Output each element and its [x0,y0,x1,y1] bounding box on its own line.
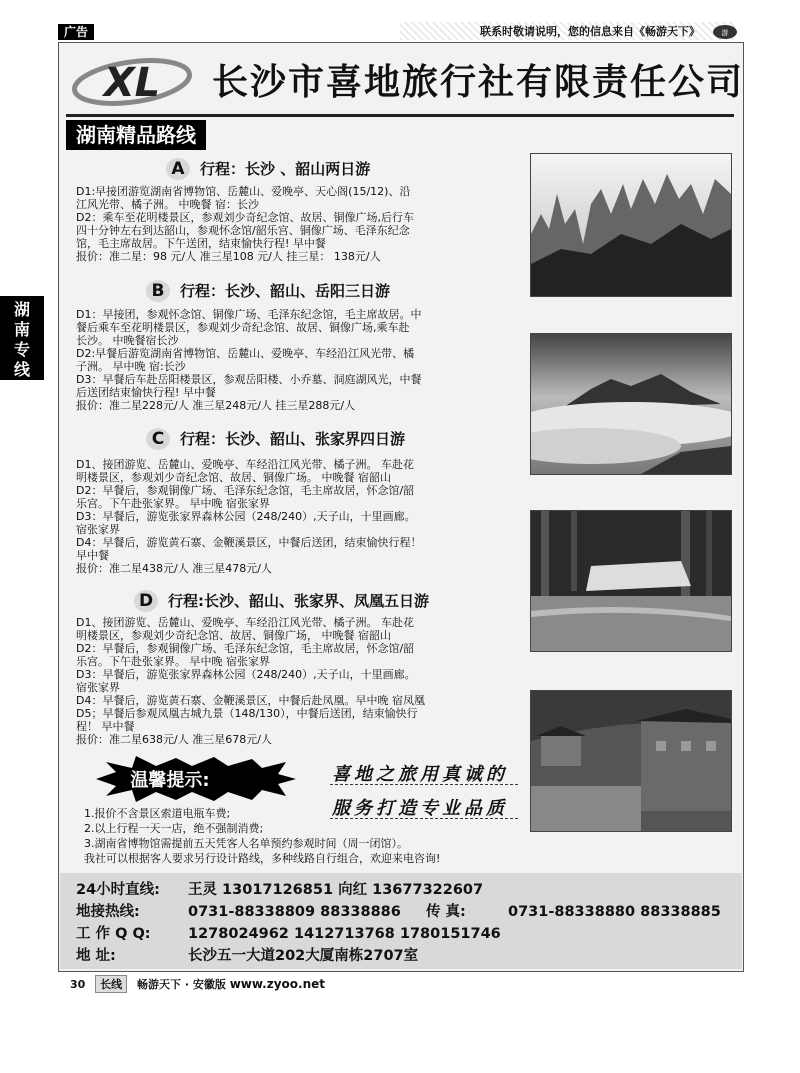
itinerary-line: D1、接团游览、岳麓山、爱晚亭、车经沿江风光带、橘子洲。 车赴花 [76,458,414,471]
itinerary-line: 江风光带、橘子洲。 中晚餐 宿：长沙 [76,198,259,211]
route-c-title: C 行程：长沙、韶山、张家界四日游 [146,428,405,450]
slogan-divider [330,818,518,819]
itinerary-line: D1、接团游览、岳麓山、爱晚亭、车经沿江风光带、橘子洲。 车赴花 [76,616,414,629]
itinerary-line: 明楼景区，参观刘少奇纪念馆、故居、铜像广场。 中晚餐 宿韶山 [76,471,391,484]
side-tab-char: 南 [13,320,30,339]
itinerary-line: 乐宫。下午赴张家界。 早中晚 宿张家界 [76,655,270,668]
route-c-price: 报价：准二星438元/人 准三星478元/人 [76,562,272,575]
itinerary-line: D2:早餐后游览湖南省博物馆、岳麓山、爱晚亭、车经沿江风光带、橘 [76,347,415,360]
slogan-divider [330,784,518,785]
source-notice: 联系时敬请说明，您的信息来自《畅游天下》 [480,25,700,38]
itinerary-line: 乐宫。下午赴张家界。 早中晚 宿张家界 [76,497,270,510]
magazine-name: 畅游天下 · 安徽版 [137,978,226,991]
itinerary-line: 长沙。 中晚餐宿长沙 [76,334,179,347]
side-tab-char: 专 [13,340,30,359]
route-d-title: D 行程:长沙、韶山、张家界、凤凰五日游 [134,590,429,612]
itinerary-line: D5；早餐后参观凤凰古城九景（148/130），中餐后送团，结束愉快行 [76,707,418,720]
itinerary-line: 宿张家界 [76,523,120,536]
route-b-title: B 行程：长沙、韶山、岳阳三日游 [146,280,390,302]
slogan-line-1: 喜地之旅用真诚的 [332,764,508,785]
tip-item: 3.湖南省博物馆需提前五天凭客人名单预约参观时间（周一闭馆）。 [84,837,408,850]
address-value: 长沙五一大道202大厦南栋2707室 [188,948,419,964]
page-footer [70,975,325,993]
itinerary-line: D3：早餐后，游览张家界森林公园（248/240）,天子山，十里画廊。 [76,668,416,681]
magazine-mark-icon [712,22,738,40]
itinerary-line: 明楼景区，参观刘少奇纪念馆、故居、铜像广场， 中晚餐 宿韶山 [76,629,391,642]
route-badge-d: D [134,590,158,612]
itinerary-line: D4：早餐后，游览黄石寨、金鞭溪景区，中餐后赴凤凰。早中晚 宿凤凰 [76,694,425,707]
route-d-itinerary [76,616,425,746]
svg-text:温馨提示:: 温馨提示: [130,770,210,791]
website-url: www.zyoo.net [229,977,326,991]
itinerary-line: 程！ 早中餐 [76,720,135,733]
route-a-itinerary [76,185,414,263]
qq-row [76,922,501,943]
itinerary-line: 馆，毛主席故居。下午送团，结束愉快行程! 早中餐 [76,237,326,250]
itinerary-line: 四十分钟左右到达韶山，参观怀念馆/韶乐宫、铜像广场、毛泽东纪念 [76,224,410,237]
fax-value: 0731-88338880 88338885 [508,904,721,920]
itinerary-line: D2：早餐后，参观铜像广场、毛泽东纪念馆，毛主席故居，怀念馆/韶 [76,642,415,655]
itinerary-line: D1：早接团，参观怀念馆、铜像广场、毛泽东纪念馆，毛主席故居。中 [76,308,422,321]
route-a-title: A 行程：长沙 、韶山两日游 [166,158,370,180]
itinerary-line: D2：早餐后，参观铜像广场、毛泽东纪念馆，毛主席故居，怀念馆/韶 [76,484,415,497]
company-name: 长沙市喜地旅行社有限责任公司 [212,62,745,103]
photo-fenghuang-old-town [530,690,732,832]
route-badge-b: B [146,280,170,302]
tip-item: 2.以上行程一天一店，绝不强制消费; [84,822,264,835]
route-c-itinerary [76,458,421,575]
fax-label: 传 真: [426,904,466,920]
svg-text:XL: XL [103,60,161,106]
qq-value: 1278024962 1412713768 1780151746 [188,926,501,942]
qq-label: 工 作 Q Q: [76,926,151,942]
address-row [76,944,418,965]
itinerary-line: D4：早餐后，游览黄石寨、金鞭溪景区，中餐后送团，结束愉快行程！ [76,536,422,549]
itinerary-line: 餐后乘车至花明楼景区，参观刘少奇纪念馆、故居、铜像广场,乘车赴 [76,321,410,334]
itinerary-line: 早中餐 [76,549,109,562]
ad-label: 广告 [58,24,94,40]
company-logo [70,52,200,112]
itinerary-line: 后送团结束愉快行程! 早中餐 [76,386,216,399]
section-title: 湖南精品路线 [66,120,206,150]
itinerary-line: D3：早餐后车赴岳阳楼景区，参观岳阳楼、小乔墓、洞庭湖风光，中餐 [76,373,422,386]
local-hotline-label: 地接热线: [76,904,140,920]
photo-sea-of-clouds [530,333,732,475]
local-hotline-row [76,900,721,921]
tips-burst-badge [96,756,296,802]
itinerary-line: 子洲。 早中晚 宿:长沙 [76,360,186,373]
page-number: 30 [70,978,86,991]
tip-item: 1.报价不含景区索道电瓶车费; [84,807,231,820]
itinerary-line: 宿张家界 [76,681,120,694]
hotline-row [76,878,483,899]
footer-tag: 长线 [95,975,127,993]
hotline-label: 24小时直线: [76,882,160,898]
route-badge-a: A [166,158,190,180]
side-tab-hunan [0,296,44,380]
tip-item: 我社可以根据客人要求另行设计路线，多种线路自行组合，欢迎来电咨询! [84,852,441,865]
svg-text:游: 游 [721,29,729,37]
hotline-value: 王灵 13017126851 向红 13677322607 [188,882,484,898]
route-badge-c: C [146,428,170,450]
route-d-price: 报价：准二星638元/人 准三星678元/人 [76,733,272,746]
route-b-itinerary [76,308,421,412]
address-label: 地 址: [76,948,116,964]
itinerary-line: D3：早餐后，游览张家界森林公园（248/240）,天子山，十里画廊。 [76,510,416,523]
route-a-price: 报价：准二星：98 元/人 准三星108 元/人 挂三星： 138元/人 [76,250,381,263]
photo-mountain-peaks [530,153,732,297]
itinerary-line: D1:早接团游览湖南省博物馆、岳麓山、爱晚亭、天心阁(15/12)、沿 [76,185,411,198]
slogan-line-2: 服务打造专业品质 [332,798,508,819]
itinerary-line: D2：乘车至花明楼景区，参观刘少奇纪念馆、故居、铜像广场,后行车 [76,211,414,224]
route-b-price: 报价：准二星228元/人 准三星248元/人 挂三星288元/人 [76,399,356,412]
title-divider [66,114,734,117]
local-hotline-value: 0731-88338809 88338886 [188,904,401,920]
side-tab-char: 湖 [13,300,30,319]
photo-waterfall-stream [530,510,732,652]
side-tab-char: 线 [13,360,30,379]
